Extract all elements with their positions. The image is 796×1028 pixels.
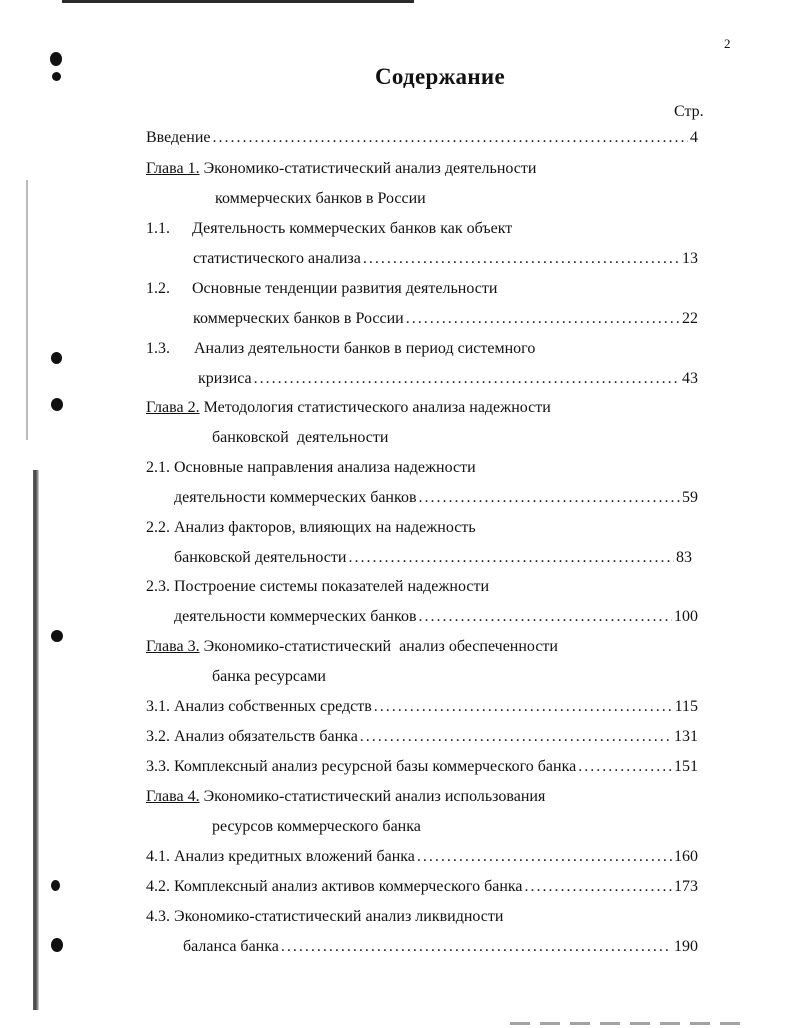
chapter-title: Экономико-статистический анализ деятельности	[203, 160, 537, 177]
dot-leader	[254, 369, 680, 389]
toc-section-2-2: 2.2. Анализ факторов, влияющих на надежность	[146, 519, 476, 536]
dot-leader	[213, 128, 689, 148]
toc-page-number: 59	[682, 489, 698, 506]
toc-entry-label: баланса банка	[183, 938, 279, 955]
toc-section-1-3-cont	[198, 369, 698, 389]
toc-entry-label: 3.2. Анализ обязательств банка	[146, 728, 358, 745]
page-column-label: Стр.	[674, 103, 704, 120]
section-number: 1.3.	[146, 340, 170, 357]
toc-chapter-3	[146, 637, 558, 657]
dot-leader	[419, 488, 680, 508]
toc-page-number: 83	[676, 549, 692, 566]
toc-entry-label: Введение	[146, 129, 211, 146]
toc-chapter-1-cont: коммерческих банков в России	[215, 190, 426, 207]
toc-section-4-3: 4.3. Экономико-статистический анализ ликвидности	[146, 908, 504, 925]
toc-section-3-1	[146, 697, 698, 717]
chapter-prefix: Глава 3.	[146, 638, 200, 655]
toc-section-1-1-cont	[193, 249, 698, 269]
toc-section-1-2-cont	[193, 309, 698, 329]
section-number: 1.2.	[146, 280, 170, 297]
toc-section-1-3	[146, 339, 535, 359]
chapter-title: Экономико-статистический анализ использования	[203, 788, 546, 805]
dot-leader	[417, 847, 672, 867]
toc-page-number: 100	[674, 608, 698, 625]
toc-page-number: 131	[674, 728, 698, 745]
toc-page-number: 43	[682, 370, 698, 387]
toc-section-3-3	[146, 757, 698, 777]
chapter-prefix: Глава 4.	[146, 788, 200, 805]
toc-chapter-4	[146, 787, 545, 807]
toc-entry-label: статистического анализа	[193, 250, 361, 267]
toc-entry-label: банковской деятельности	[174, 549, 347, 566]
page-title: Содержание	[375, 64, 505, 89]
dot-leader	[525, 877, 672, 897]
toc-section-2-1-cont	[174, 488, 698, 508]
dot-leader	[360, 727, 672, 747]
toc-section-2-1: 2.1. Основные направления анализа надежности	[146, 459, 476, 476]
chapter-prefix: Глава 1.	[146, 160, 200, 177]
toc-page-number: 173	[674, 878, 698, 895]
section-number: 1.1.	[146, 220, 170, 237]
toc-entry-label: 4.2. Комплексный анализ активов коммерческого банка	[146, 878, 523, 895]
toc-section-2-3: 2.3. Построение системы показателей надежности	[146, 578, 490, 595]
dot-leader	[419, 607, 672, 627]
chapter-title: Методология статистического анализа надежности	[203, 399, 551, 416]
toc-entry-label: 3.3. Комплексный анализ ресурсной базы коммерческого банка	[146, 758, 577, 775]
toc-entry-label: коммерческих банков в России	[193, 310, 404, 327]
toc-entry-intro	[146, 128, 698, 148]
toc-entry-label: деятельности коммерческих банков	[174, 489, 417, 506]
toc-entry-label: кризиса	[198, 370, 252, 387]
section-title: Анализ деятельности банков в период системного	[194, 340, 536, 357]
toc-section-3-2	[146, 727, 698, 747]
toc-page-number: 4	[690, 129, 698, 146]
toc-page-number: 190	[674, 938, 698, 955]
toc-chapter-1	[146, 159, 536, 179]
toc-section-2-2-cont	[174, 548, 692, 568]
toc-entry-label: деятельности коммерческих банков	[174, 608, 417, 625]
toc-section-1-2	[146, 279, 497, 299]
dot-leader	[363, 249, 680, 269]
toc-entry-label: 3.1. Анализ собственных средств	[146, 698, 372, 715]
section-title: Основные тенденции развития деятельности	[192, 280, 498, 297]
toc-section-4-2	[146, 877, 698, 897]
dot-leader	[374, 697, 673, 717]
toc-section-2-3-cont	[174, 607, 698, 627]
toc-chapter-4-cont: ресурсов коммерческого банка	[212, 818, 421, 835]
chapter-title: Экономико-статистический анализ обеспеченности	[203, 638, 558, 655]
chapter-prefix: Глава 2.	[146, 399, 200, 416]
dot-leader	[281, 937, 672, 957]
page-number: 2	[724, 36, 731, 51]
toc-page-number: 115	[674, 698, 698, 715]
toc-page-number: 22	[682, 310, 698, 327]
toc-chapter-3-cont: банка ресурсами	[212, 668, 326, 685]
toc-section-1-1	[146, 219, 512, 239]
toc-page-number: 13	[682, 250, 698, 267]
toc-entry-label: 4.1. Анализ кредитных вложений банка	[146, 848, 415, 865]
dot-leader	[348, 548, 674, 568]
toc-chapter-2-cont: банковской деятельности	[212, 429, 389, 446]
dot-leader	[578, 757, 672, 777]
toc-section-4-1	[146, 847, 698, 867]
toc-page-number: 151	[674, 758, 698, 775]
toc-section-4-3-cont	[183, 937, 698, 957]
dot-leader	[406, 309, 680, 329]
toc-page-number: 160	[674, 848, 698, 865]
section-title: Деятельность коммерческих банков как объект	[192, 220, 513, 237]
toc-chapter-2	[146, 398, 551, 418]
